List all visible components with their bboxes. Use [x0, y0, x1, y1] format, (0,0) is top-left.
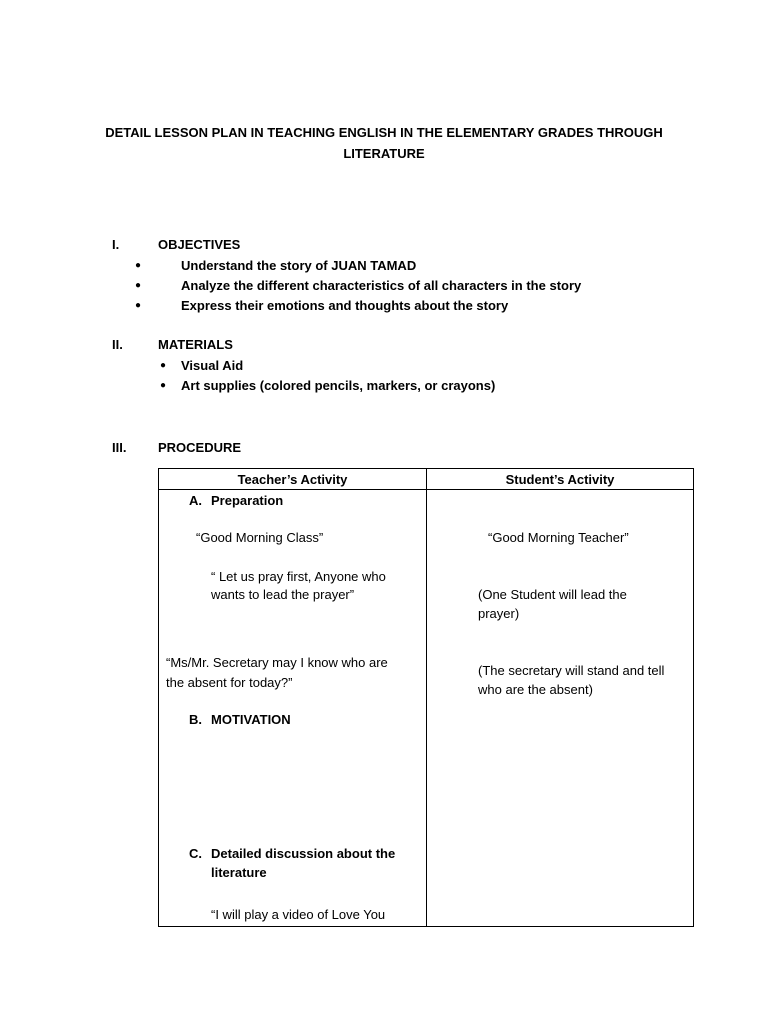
section-c-heading: Detailed discussion about the [211, 846, 396, 861]
student-prayer-line: prayer) [478, 606, 520, 621]
section-a-heading: Preparation [211, 493, 284, 508]
procedure-heading: PROCEDURE [158, 440, 242, 455]
student-activity-cell [427, 490, 694, 927]
student-prayer-line: (One Student will lead the [478, 587, 627, 602]
teacher-prayer-line: “ Let us pray first, Anyone who [211, 569, 386, 584]
teacher-activity-header: Teacher’s Activity [159, 469, 427, 490]
student-secretary-line: who are the absent) [478, 682, 593, 697]
section-a-letter: A. [189, 493, 202, 508]
objective-item: Understand the story of JUAN TAMAD [181, 258, 417, 273]
section-b-letter: B. [189, 712, 202, 727]
procedure-table [158, 468, 694, 927]
teacher-prayer-line: wants to lead the prayer” [211, 587, 355, 602]
objectives-heading: OBJECTIVES [158, 237, 241, 252]
teacher-secretary-line: “Ms/Mr. Secretary may I know who are [166, 655, 388, 670]
procedure-numeral: III. [112, 440, 127, 455]
bullet-icon: ● [160, 360, 167, 371]
materials-heading: MATERIALS [158, 337, 233, 352]
student-activity-header: Student’s Activity [427, 469, 694, 490]
material-item: Art supplies (colored pencils, markers, or crayons) [181, 378, 496, 393]
teacher-video-line: “I will play a video of Love You [211, 907, 386, 922]
teacher-greeting: “Good Morning Class” [196, 530, 324, 545]
objective-item: Express their emotions and thoughts about the story [181, 298, 509, 313]
objectives-numeral: I. [112, 237, 120, 252]
student-secretary-line: (The secretary will stand and tell [478, 663, 665, 678]
bullet-icon: ● [135, 280, 142, 291]
section-b-heading: MOTIVATION [211, 712, 291, 727]
bullet-icon: ● [135, 260, 142, 271]
bullet-icon: ● [160, 380, 167, 391]
objective-item: Analyze the different characteristics of all characters in the story [181, 278, 582, 293]
bullet-icon: ● [135, 300, 142, 311]
material-item: Visual Aid [181, 358, 244, 373]
student-greeting: “Good Morning Teacher” [488, 530, 629, 545]
materials-numeral: II. [112, 337, 123, 352]
section-c-letter: C. [189, 846, 202, 861]
teacher-activity-cell [159, 490, 427, 927]
teacher-secretary-line: the absent for today?” [166, 675, 293, 690]
document-title: DETAIL LESSON PLAN IN TEACHING ENGLISH IN THE ELEMENTARY GRADES THROUGH LITERATURE [105, 125, 663, 161]
section-c-heading: literature [211, 865, 267, 880]
